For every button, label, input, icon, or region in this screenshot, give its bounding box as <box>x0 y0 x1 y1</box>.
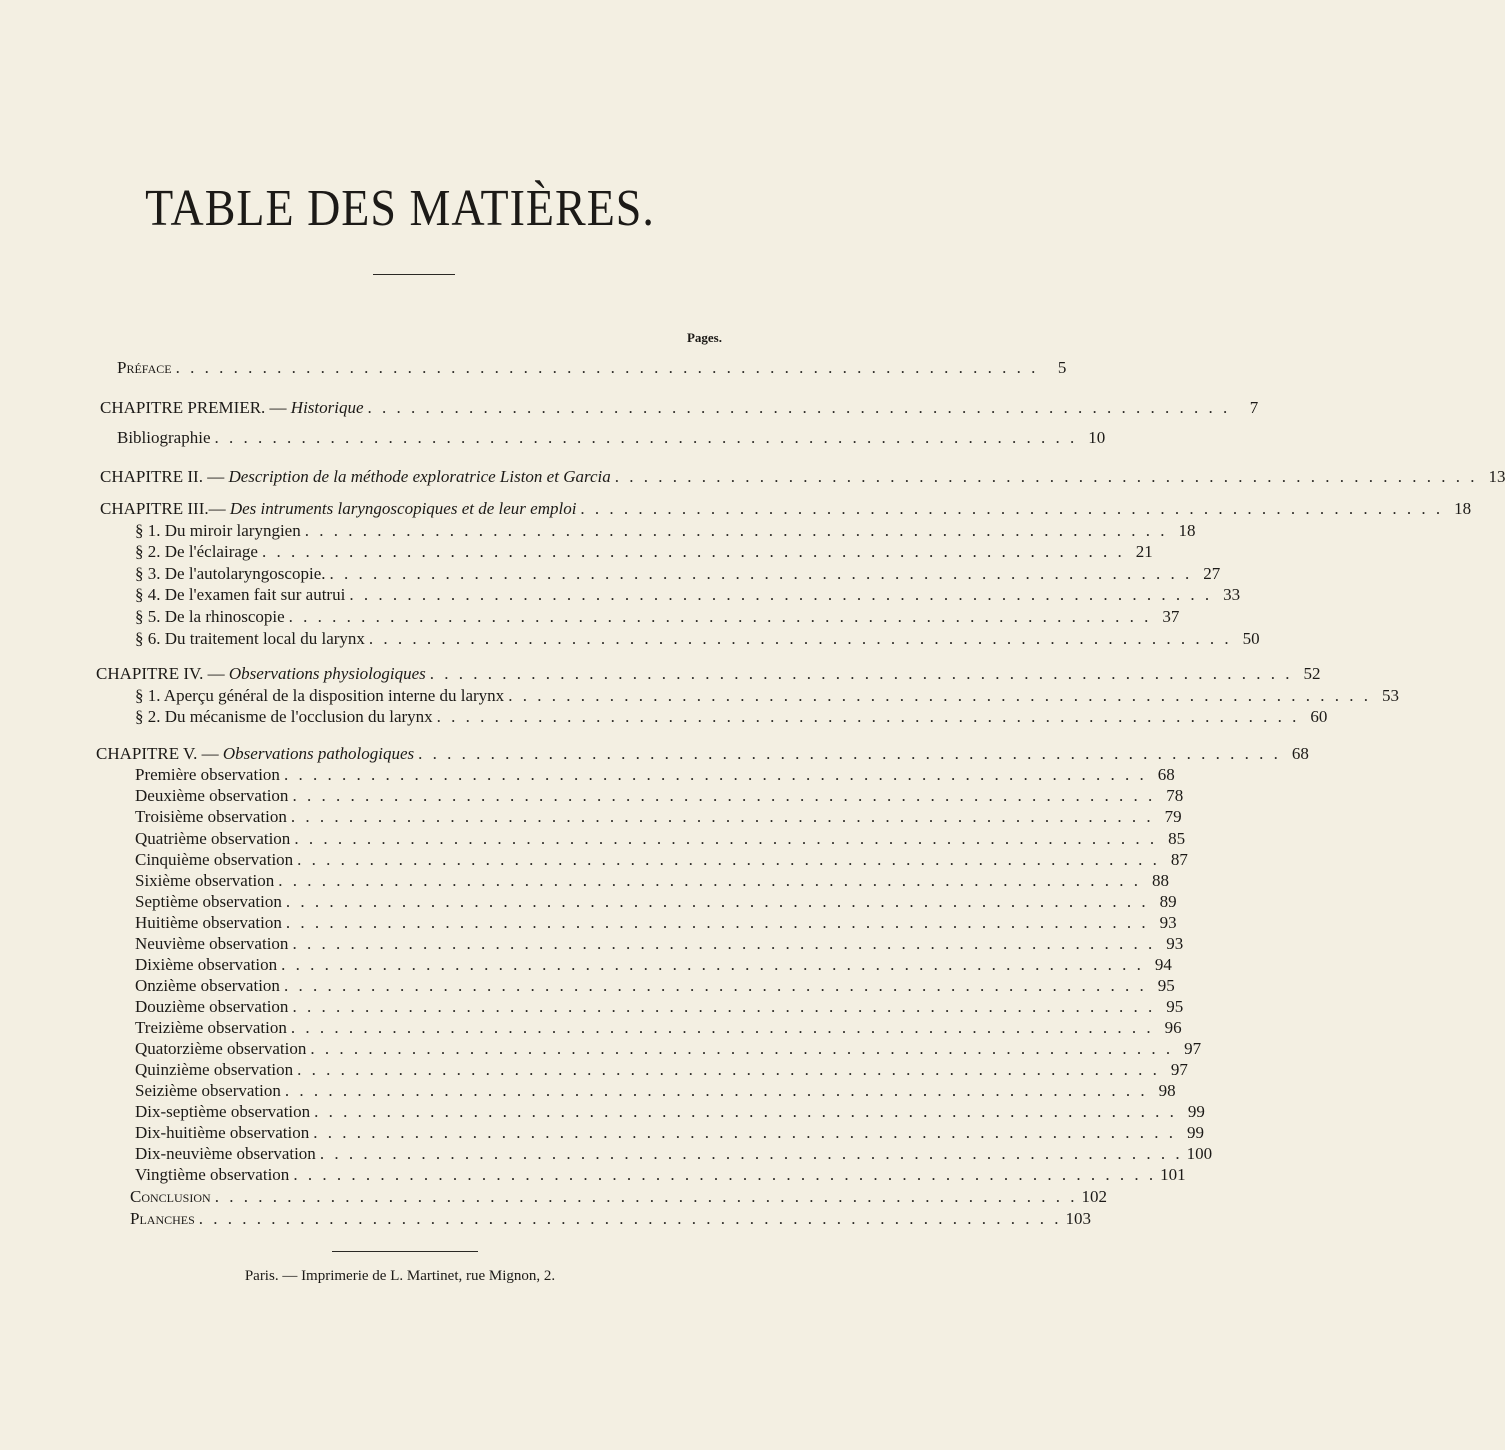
toc-entry <box>135 1080 1176 1102</box>
toc-entry <box>135 912 1177 934</box>
toc-entry-heading: § 2. De l'éclairage <box>135 542 258 561</box>
toc-page-number: 68 <box>1157 765 1175 784</box>
toc-entry-label <box>135 785 288 807</box>
toc-page-number: 99 <box>1186 1123 1204 1142</box>
toc-entry <box>135 996 1184 1018</box>
toc-entry-label <box>135 764 280 786</box>
toc-entry-label <box>135 1122 309 1144</box>
toc-page-number: 102 <box>1081 1187 1107 1206</box>
toc-page-number: 88 <box>1152 871 1170 890</box>
toc-entry-label <box>96 663 426 685</box>
title-divider <box>373 274 455 275</box>
toc-entry <box>135 849 1188 871</box>
page-title: TABLE DES MATIÈRES. <box>145 179 655 237</box>
toc-entry-label <box>135 1101 310 1123</box>
toc-entry-label <box>135 563 326 585</box>
toc-entry <box>135 1101 1205 1123</box>
toc-entry-title: Observations pathologiques <box>222 744 415 763</box>
toc-entry-heading: Première observation <box>135 765 280 784</box>
toc-entry <box>135 975 1175 997</box>
dot-leader: . . . . . . . . . . . . . . . . . . . . . . . . . . . . . . . . . . . . . . . . . . . . . . . . . . . . . . . . . . . . <box>290 807 1154 826</box>
toc-entry <box>96 663 1321 685</box>
toc-page-number: 95 <box>1166 997 1184 1016</box>
toc-page-number: 78 <box>1166 786 1184 805</box>
toc-entry-heading: Onzième observation <box>135 976 280 995</box>
toc-entry-heading: § 6. Du traitement local du larynx <box>135 629 365 648</box>
toc-page-number: 97 <box>1170 1060 1188 1079</box>
toc-page-number: 103 <box>1065 1209 1092 1228</box>
toc-entry-heading: Septième observation <box>135 892 282 911</box>
toc-entry-heading: Cinquième observation <box>135 850 294 869</box>
toc-entry-label <box>135 1059 293 1081</box>
toc-entry-heading: Troisième observation <box>135 807 287 826</box>
toc-entry <box>135 1122 1204 1144</box>
toc-page-number: 13 <box>1488 467 1505 486</box>
toc-page-number: 89 <box>1159 892 1177 911</box>
toc-entry-label <box>135 628 365 650</box>
toc-entry-label <box>135 584 345 606</box>
toc-entry-heading: Planches <box>130 1209 195 1228</box>
toc-entry <box>135 1038 1202 1060</box>
toc-page-number: 96 <box>1164 1018 1182 1037</box>
dot-leader: . . . . . . . . . . . . . . . . . . . . . . . . . . . . . . . . . . . . . . . . . . . . . . . . . . . . . . . . . . . . <box>304 521 1168 540</box>
dot-leader: . . . . . . . . . . . . . . . . . . . . . . . . . . . . . . . . . . . . . . . . . . . . . . . . . . . . . . . . . . . . <box>281 955 1144 974</box>
toc-page-number: 99 <box>1187 1102 1205 1121</box>
toc-entry-heading: Dixième observation <box>135 955 278 974</box>
toc-entry <box>117 427 1106 449</box>
toc-page-number: 79 <box>1164 807 1182 826</box>
toc-entry-label <box>135 1143 316 1165</box>
toc-entry-heading: CHAPITRE III.— <box>100 499 230 518</box>
toc-entry-heading: Sixième observation <box>135 871 275 890</box>
dot-leader: . . . . . . . . . . . . . . . . . . . . . . . . . . . . . . . . . . . . . . . . . . . . . . . . . . . . . . . . . . . . <box>367 398 1231 417</box>
toc-page-number: 21 <box>1135 542 1153 561</box>
toc-page-number: 18 <box>1178 521 1196 540</box>
toc-entry-label <box>135 706 433 728</box>
toc-entry-heading: § 1. Du miroir laryngien <box>135 521 301 540</box>
toc-entry <box>135 628 1260 650</box>
toc-entry-heading: Bibliographie <box>117 428 211 447</box>
dot-leader: . . . . . . . . . . . . . . . . . . . . . . . . . . . . . . . . . . . . . . . . . . . . . . . . . . . . . . . . . . . . <box>368 629 1232 648</box>
toc-page-number: 18 <box>1454 499 1472 518</box>
toc-entry-heading: § 4. De l'examen fait sur autrui <box>135 585 346 604</box>
dot-leader: . . . . . . . . . . . . . . . . . . . . . . . . . . . . . . . . . . . . . . . . . . . . . . . . . . . . . . . . . . . . <box>293 1165 1157 1184</box>
toc-entry-heading: Huitième observation <box>135 913 282 932</box>
printer-imprint: Paris. — Imprimerie de L. Martinet, rue Mignon, 2. <box>244 1268 556 1284</box>
toc-entry-heading: Quatorzième observation <box>135 1039 307 1058</box>
dot-leader: . . . . . . . . . . . . . . . . . . . . . . . . . . . . . . . . . . . . . . . . . . . . . . . . . . . . . . . . . . . . <box>283 765 1147 784</box>
toc-entry-label <box>100 397 364 419</box>
toc-entry-label <box>100 466 611 488</box>
dot-leader: . . . . . . . . . . . . . . . . . . . . . . . . . . . . . . . . . . . . . . . . . . . . . . . . . . . . . . . . . . . . <box>285 892 1149 911</box>
toc-entry-heading: Vingtième observation <box>135 1165 290 1184</box>
toc-entry-label <box>135 1080 281 1102</box>
toc-entry-label <box>135 541 258 563</box>
toc-entry <box>135 606 1180 628</box>
dot-leader: . . . . . . . . . . . . . . . . . . . . . . . . . . . . . . . . . . . . . . . . . . . . . . . . . . . . . . . . . . . . <box>292 997 1156 1016</box>
toc-entry-label <box>96 743 414 765</box>
toc-entry-heading: Seizième observation <box>135 1081 281 1100</box>
dot-leader: . . . . . . . . . . . . . . . . . . . . . . . . . . . . . . . . . . . . . . . . . . . . . . . . . . . . . . . . . . . . <box>292 786 1156 805</box>
toc-page-number: 68 <box>1291 744 1309 763</box>
dot-leader: . . . . . . . . . . . . . . . . . . . . . . . . . . . . . . . . . . . . . . . . . . . . . . . . . . . . . . . . . . . . <box>314 1102 1177 1121</box>
toc-entry-heading: CHAPITRE II. — <box>100 467 229 486</box>
toc-entry <box>100 498 1472 520</box>
toc-entry-label <box>130 1186 211 1208</box>
toc-entry <box>135 541 1153 563</box>
toc-entry-heading: CHAPITRE IV. — <box>96 664 229 683</box>
dot-leader: . . . . . . . . . . . . . . . . . . . . . . . . . . . . . . . . . . . . . . . . . . . . . . . . . . . . . . . . . . . . <box>429 664 1293 683</box>
toc-entry-label <box>117 357 172 379</box>
toc-entry-label <box>135 933 288 955</box>
dot-leader: . . . . . . . . . . . . . . . . . . . . . . . . . . . . . . . . . . . . . . . . . . . . . . . . . . . . . . . . . . . . <box>313 1123 1176 1142</box>
toc-entry-heading: Dix-septième observation <box>135 1102 311 1121</box>
dot-leader: . . . . . . . . . . . . . . . . . . . . . . . . . . . . . . . . . . . . . . . . . . . . . . . . . . . . . . . . . . . . <box>198 1209 1062 1228</box>
toc-entry-heading: Quinzième observation <box>135 1060 294 1079</box>
dot-leader: . . . . . . . . . . . . . . . . . . . . . . . . . . . . . . . . . . . . . . . . . . . . . . . . . . . . . . . . . . . . <box>294 829 1158 848</box>
toc-entry-label <box>135 520 301 542</box>
footer-divider <box>332 1251 478 1252</box>
dot-leader: . . . . . . . . . . . . . . . . . . . . . . . . . . . . . . . . . . . . . . . . . . . . . . . . . . . . . . . . . . . . <box>310 1039 1174 1058</box>
toc-entry-heading: Préface <box>117 358 172 377</box>
toc-page-number: 101 <box>1160 1165 1186 1184</box>
dot-leader: . . . . . . . . . . . . . . . . . . . . . . . . . . . . . . . . . . . . . . . . . . . . . . . . . . . . . . . . . . . . <box>284 1081 1148 1100</box>
dot-leader: . . . . . . . . . . . . . . . . . . . . . . . . . . . . . . . . . . . . . . . . . . . . . . . . . . . . . . . . . . . . <box>418 744 1281 763</box>
dot-leader: . . . . . . . . . . . . . . . . . . . . . . . . . . . . . . . . . . . . . . . . . . . . . . . . . . . . . . . . . . . . <box>319 1144 1183 1163</box>
toc-entry-label <box>135 912 282 934</box>
toc-page-number: 95 <box>1157 976 1175 995</box>
toc-entry <box>96 743 1309 765</box>
toc-entry <box>135 520 1196 542</box>
toc-entry-label <box>135 870 274 892</box>
toc-entry <box>130 1208 1092 1230</box>
toc-entry-label <box>135 1164 289 1186</box>
toc-entry-label <box>135 806 287 828</box>
toc-entry <box>100 466 1505 488</box>
toc-entry-heading: Douzième observation <box>135 997 289 1016</box>
toc-page-number: 60 <box>1310 707 1328 726</box>
dot-leader: . . . . . . . . . . . . . . . . . . . . . . . . . . . . . . . . . . . . . . . . . . . . . . . . . . . . . . . . . . . . <box>508 686 1371 705</box>
toc-entry-label <box>135 1017 287 1039</box>
toc-entry-label <box>135 849 293 871</box>
dot-leader: . . . . . . . . . . . . . . . . . . . . . . . . . . . . . . . . . . . . . . . . . . . . . . . . . . . . . . . . . . . . <box>297 1060 1160 1079</box>
toc-entry-label <box>117 427 210 449</box>
toc-entry-heading: Deuxième observation <box>135 786 289 805</box>
dot-leader: . . . . . . . . . . . . . . . . . . . . . . . . . . . . . . . . . . . . . . . . . . . . . . . . . . . . . . . . . . . . <box>285 913 1149 932</box>
toc-entry-heading: Quatrième observation <box>135 829 291 848</box>
toc-entry-heading: Treizième observation <box>135 1018 287 1037</box>
toc-entry <box>135 1017 1182 1039</box>
toc-entry-heading: Dix-neuvième observation <box>135 1144 316 1163</box>
toc-entry-label <box>130 1208 195 1230</box>
toc-page-number: 87 <box>1170 850 1188 869</box>
dot-leader: . . . . . . . . . . . . . . . . . . . . . . . . . . . . . . . . . . . . . . . . . . . . . . . . . . . . . . . . . . . . <box>580 499 1444 518</box>
toc-page-number: 98 <box>1158 1081 1176 1100</box>
toc-page-number: 7 <box>1249 398 1259 417</box>
toc-entry-label <box>135 606 285 628</box>
toc-page-number: 52 <box>1303 664 1321 683</box>
toc-entry <box>135 891 1177 913</box>
toc-entry-heading: Neuvième observation <box>135 934 289 953</box>
toc-entry-heading: CHAPITRE V. — <box>96 744 223 763</box>
toc-entry-heading: § 5. De la rhinoscopie <box>135 607 285 626</box>
toc-page-number: 93 <box>1166 934 1184 953</box>
toc-entry-label <box>135 891 282 913</box>
toc-entry <box>135 828 1186 850</box>
toc-page-number: 53 <box>1381 686 1399 705</box>
toc-entry-label <box>135 996 288 1018</box>
toc-entry-label <box>135 954 277 976</box>
toc-page-number: 85 <box>1168 829 1186 848</box>
toc-page-number: 10 <box>1088 428 1106 447</box>
toc-page-number: 97 <box>1184 1039 1202 1058</box>
toc-entry-title: Des intruments laryngoscopiques et de leur emploi <box>229 499 577 518</box>
toc-page-number: 93 <box>1159 913 1177 932</box>
toc-entry-heading: § 1. Aperçu général de la disposition interne du larynx <box>135 686 505 705</box>
toc-page-number: 94 <box>1154 955 1172 974</box>
toc-entry <box>130 1186 1107 1208</box>
toc-page-number: 100 <box>1186 1144 1213 1163</box>
dot-leader: . . . . . . . . . . . . . . . . . . . . . . . . . . . . . . . . . . . . . . . . . . . . . . . . . . . . . . . . . . . . <box>214 1187 1078 1206</box>
toc-entry-label <box>135 975 280 997</box>
toc-entry-title: Historique <box>290 398 364 417</box>
toc-entry <box>135 764 1175 786</box>
toc-entry-title: Observations physiologiques <box>228 664 426 683</box>
dot-leader: . . . . . . . . . . . . . . . . . . . . . . . . . . . . . . . . . . . . . . . . . . . . . . . . . . . . . . . . . . . . <box>288 607 1152 626</box>
toc-page-number: 37 <box>1162 607 1180 626</box>
toc-entry <box>100 397 1259 419</box>
dot-leader: . . . . . . . . . . . . . . . . . . . . . . . . . . . . . . . . . . . . . . . . . . . . . . . . . . . . . . . . . . . . <box>349 585 1213 604</box>
toc-entry <box>135 870 1170 892</box>
dot-leader: . . . . . . . . . . . . . . . . . . . . . . . . . . . . . . . . . . . . . . . . . . . . . . . . . . . . . . . . . . . . <box>297 850 1160 869</box>
dot-leader: . . . . . . . . . . . . . . . . . . . . . . . . . . . . . . . . . . . . . . . . . . . . . . . . . . . . . . . . . . . . <box>283 976 1147 995</box>
toc-entry-label <box>100 498 576 520</box>
toc-entry-heading: CHAPITRE PREMIER. — <box>100 398 291 417</box>
toc-entry-label <box>135 1038 306 1060</box>
toc-page-number: 33 <box>1223 585 1241 604</box>
toc-entry-heading: Dix-huitième observation <box>135 1123 310 1142</box>
toc-page-number: 50 <box>1242 629 1260 648</box>
toc-entry <box>135 563 1221 585</box>
toc-entry <box>135 806 1182 828</box>
toc-entry <box>135 1143 1213 1165</box>
toc-entry-heading: § 2. Du mécanisme de l'occlusion du larynx <box>135 707 433 726</box>
toc-entry <box>135 933 1184 955</box>
toc-entry <box>135 1059 1188 1081</box>
toc-page-number: 27 <box>1203 564 1221 583</box>
dot-leader: . . . . . . . . . . . . . . . . . . . . . . . . . . . . . . . . . . . . . . . . . . . . . . . . . . . . . . . . . . . . <box>436 707 1300 726</box>
dot-leader: . . . . . . . . . . . . . . . . . . . . . . . . . . . . . . . . . . . . . . . . . . . . . . . . . . . . . . . . . . . . <box>261 542 1125 561</box>
dot-leader: . . . . . . . . . . . . . . . . . . . . . . . . . . . . . . . . . . . . . . . . . . . . . . . . . . . . . . . . . . . . <box>614 467 1478 486</box>
dot-leader: . . . . . . . . . . . . . . . . . . . . . . . . . . . . . . . . . . . . . . . . . . . . . . . . . . . . . . . . . . . . <box>292 934 1156 953</box>
toc-page-number: 5 <box>1057 358 1067 377</box>
dot-leader: . . . . . . . . . . . . . . . . . . . . . . . . . . . . . . . . . . . . . . . . . . . . . . . . . . . . . . . . . . . . <box>175 358 1039 377</box>
toc-entry-label <box>135 685 504 707</box>
dot-leader: . . . . . . . . . . . . . . . . . . . . . . . . . . . . . . . . . . . . . . . . . . . . . . . . . . . . . . . . . . . . <box>214 428 1078 447</box>
toc-entry <box>135 706 1328 728</box>
pages-column-heading: Pages. <box>686 330 722 345</box>
toc-entry <box>135 685 1399 707</box>
toc-entry <box>135 785 1184 807</box>
dot-leader: . . . . . . . . . . . . . . . . . . . . . . . . . . . . . . . . . . . . . . . . . . . . . . . . . . . . . . . . . . . . <box>290 1018 1154 1037</box>
toc-entry-heading: § 3. De l'autolaryngoscopie. <box>135 564 326 583</box>
toc-entry-title: Description de la méthode exploratrice Liston et Garcia <box>228 467 611 486</box>
dot-leader: . . . . . . . . . . . . . . . . . . . . . . . . . . . . . . . . . . . . . . . . . . . . . . . . . . . . . . . . . . . . <box>278 871 1142 890</box>
toc-entry <box>135 584 1241 606</box>
toc-entry <box>117 357 1067 379</box>
toc-entry <box>135 1164 1186 1186</box>
toc-entry-label <box>135 828 290 850</box>
dot-leader: . . . . . . . . . . . . . . . . . . . . . . . . . . . . . . . . . . . . . . . . . . . . . . . . . . . . . . . . . . . . <box>329 564 1193 583</box>
toc-entry-heading: Conclusion <box>130 1187 211 1206</box>
toc-entry <box>135 954 1172 976</box>
